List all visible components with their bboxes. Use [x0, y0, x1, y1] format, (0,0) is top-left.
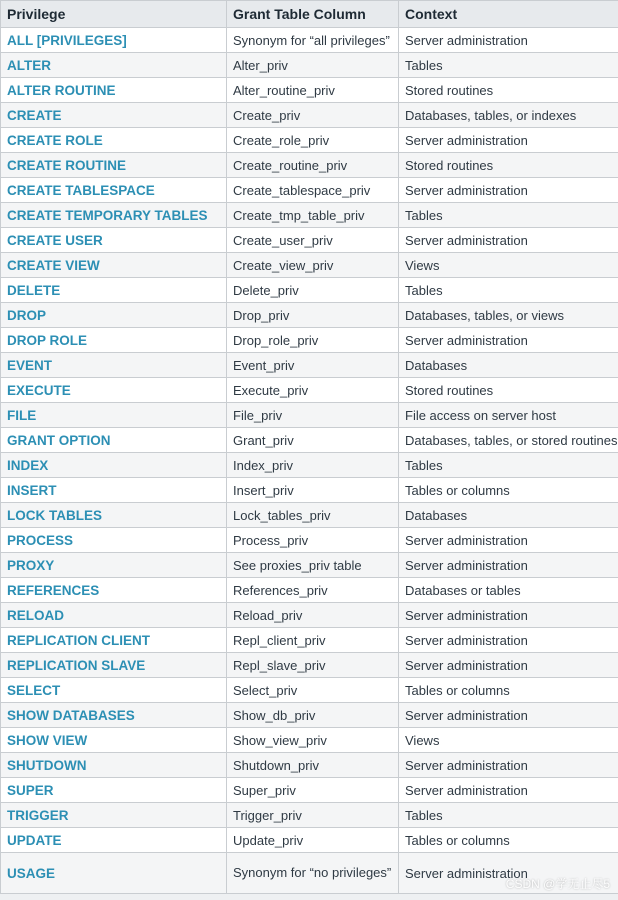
- grant-column-cell: Create_tablespace_priv: [227, 178, 399, 203]
- grant-column-cell: Delete_priv: [227, 278, 399, 303]
- grant-column-cell: Reload_priv: [227, 603, 399, 628]
- privilege-cell: LOCK TABLES: [1, 503, 227, 528]
- table-row: [1, 128, 618, 153]
- table-row: [1, 103, 618, 128]
- privilege-cell: DROP: [1, 303, 227, 328]
- table-row: [1, 578, 618, 603]
- table-row: [1, 678, 618, 703]
- context-cell: Server administration: [399, 178, 618, 203]
- grant-column-cell: Show_db_priv: [227, 703, 399, 728]
- table-row: [1, 53, 618, 78]
- context-cell: Tables or columns: [399, 678, 618, 703]
- table-row: [1, 253, 618, 278]
- table-row: [1, 828, 618, 853]
- grant-column-cell: Synonym for “no privileges”: [227, 853, 399, 894]
- table-row: [1, 28, 618, 53]
- context-cell: Server administration: [399, 853, 618, 894]
- grant-column-cell: Create_user_priv: [227, 228, 399, 253]
- table-header-row: [1, 1, 618, 28]
- grant-column-cell: Trigger_priv: [227, 803, 399, 828]
- privilege-cell: INSERT: [1, 478, 227, 503]
- context-cell: Tables: [399, 278, 618, 303]
- table-row: [1, 553, 618, 578]
- table-row: [1, 628, 618, 653]
- context-cell: Databases: [399, 503, 618, 528]
- privilege-cell: PROXY: [1, 553, 227, 578]
- context-cell: Server administration: [399, 528, 618, 553]
- column-header-context: Context: [399, 1, 618, 28]
- table-row: [1, 428, 618, 453]
- privilege-cell: CREATE TABLESPACE: [1, 178, 227, 203]
- grant-column-cell: Update_priv: [227, 828, 399, 853]
- table-row: [1, 653, 618, 678]
- grant-column-cell: Insert_priv: [227, 478, 399, 503]
- context-cell: Databases or tables: [399, 578, 618, 603]
- grant-column-cell: Create_routine_priv: [227, 153, 399, 178]
- context-cell: Server administration: [399, 553, 618, 578]
- privilege-cell: SHUTDOWN: [1, 753, 227, 778]
- context-cell: Server administration: [399, 28, 618, 53]
- grant-column-cell: Alter_priv: [227, 53, 399, 78]
- grant-column-cell: References_priv: [227, 578, 399, 603]
- grant-column-cell: Create_view_priv: [227, 253, 399, 278]
- table-row: [1, 803, 618, 828]
- context-cell: Server administration: [399, 703, 618, 728]
- context-cell: Server administration: [399, 753, 618, 778]
- privilege-cell: ALTER: [1, 53, 227, 78]
- table-row: [1, 403, 618, 428]
- privilege-cell: CREATE ROUTINE: [1, 153, 227, 178]
- context-cell: Databases, tables, or indexes: [399, 103, 618, 128]
- table-row: [1, 78, 618, 103]
- watermark: CSDN @学无止尽5: [505, 877, 610, 891]
- context-cell: Tables: [399, 203, 618, 228]
- grant-column-cell: Repl_client_priv: [227, 628, 399, 653]
- privilege-cell: GRANT OPTION: [1, 428, 227, 453]
- grant-column-cell: File_priv: [227, 403, 399, 428]
- grant-column-cell: Process_priv: [227, 528, 399, 553]
- context-cell: Server administration: [399, 228, 618, 253]
- privilege-cell: USAGE: [1, 853, 227, 894]
- table-row: [1, 703, 618, 728]
- grant-column-cell: Synonym for “all privileges”: [227, 28, 399, 53]
- grant-column-cell: Execute_priv: [227, 378, 399, 403]
- table-row: [1, 228, 618, 253]
- grant-column-cell: Repl_slave_priv: [227, 653, 399, 678]
- privilege-cell: SHOW VIEW: [1, 728, 227, 753]
- context-cell: Server administration: [399, 603, 618, 628]
- table-row: [1, 378, 618, 403]
- context-cell: Server administration: [399, 328, 618, 353]
- privilege-cell: REPLICATION CLIENT: [1, 628, 227, 653]
- context-cell: Views: [399, 253, 618, 278]
- table-row: [1, 728, 618, 753]
- context-cell: Server administration: [399, 128, 618, 153]
- table-row: [1, 528, 618, 553]
- table-row: [1, 453, 618, 478]
- context-cell: Stored routines: [399, 153, 618, 178]
- context-cell: Tables or columns: [399, 828, 618, 853]
- privilege-cell: CREATE: [1, 103, 227, 128]
- context-cell: Stored routines: [399, 78, 618, 103]
- privilege-cell: EVENT: [1, 353, 227, 378]
- privilege-cell: DROP ROLE: [1, 328, 227, 353]
- privilege-cell: ALTER ROUTINE: [1, 78, 227, 103]
- privilege-cell: SHOW DATABASES: [1, 703, 227, 728]
- grant-column-cell: Show_view_priv: [227, 728, 399, 753]
- context-cell: Tables: [399, 803, 618, 828]
- privilege-cell: RELOAD: [1, 603, 227, 628]
- privilege-cell: REFERENCES: [1, 578, 227, 603]
- privilege-cell: SUPER: [1, 778, 227, 803]
- context-cell: Databases, tables, or stored routines: [399, 428, 618, 453]
- context-cell: Server administration: [399, 778, 618, 803]
- privilege-cell: REPLICATION SLAVE: [1, 653, 227, 678]
- grant-column-cell: Super_priv: [227, 778, 399, 803]
- grant-column-cell: Create_role_priv: [227, 128, 399, 153]
- context-cell: File access on server host: [399, 403, 618, 428]
- privilege-cell: CREATE TEMPORARY TABLES: [1, 203, 227, 228]
- table-row: [1, 303, 618, 328]
- grant-column-cell: Lock_tables_priv: [227, 503, 399, 528]
- grant-column-cell: See proxies_priv table: [227, 553, 399, 578]
- context-cell: Server administration: [399, 653, 618, 678]
- context-cell: Tables or columns: [399, 478, 618, 503]
- column-header-grant-table-column: Grant Table Column: [227, 1, 399, 28]
- context-cell: Server administration: [399, 628, 618, 653]
- table-row: [1, 178, 618, 203]
- privilege-cell: FILE: [1, 403, 227, 428]
- context-cell: Views: [399, 728, 618, 753]
- grant-column-cell: Drop_role_priv: [227, 328, 399, 353]
- privilege-cell: PROCESS: [1, 528, 227, 553]
- context-cell: Tables: [399, 453, 618, 478]
- column-header-privilege: Privilege: [1, 1, 227, 28]
- grant-column-cell: Select_priv: [227, 678, 399, 703]
- privilege-cell: INDEX: [1, 453, 227, 478]
- grant-column-cell: Alter_routine_priv: [227, 78, 399, 103]
- table-row: [1, 478, 618, 503]
- table-row: [1, 153, 618, 178]
- table-row: [1, 503, 618, 528]
- privilege-cell: CREATE VIEW: [1, 253, 227, 278]
- table-row: [1, 353, 618, 378]
- grant-column-cell: Create_priv: [227, 103, 399, 128]
- privilege-cell: UPDATE: [1, 828, 227, 853]
- grant-column-cell: Drop_priv: [227, 303, 399, 328]
- grant-column-cell: Shutdown_priv: [227, 753, 399, 778]
- privilege-cell: SELECT: [1, 678, 227, 703]
- table-row: [1, 278, 618, 303]
- privilege-cell: EXECUTE: [1, 378, 227, 403]
- privilege-cell: TRIGGER: [1, 803, 227, 828]
- context-cell: Databases: [399, 353, 618, 378]
- grant-column-cell: Event_priv: [227, 353, 399, 378]
- grant-column-cell: Create_tmp_table_priv: [227, 203, 399, 228]
- context-cell: Tables: [399, 53, 618, 78]
- privilege-cell: CREATE USER: [1, 228, 227, 253]
- context-cell: Stored routines: [399, 378, 618, 403]
- table-row: [1, 328, 618, 353]
- privilege-cell: DELETE: [1, 278, 227, 303]
- privilege-cell: CREATE ROLE: [1, 128, 227, 153]
- table-row: [1, 603, 618, 628]
- table-row: [1, 753, 618, 778]
- privilege-cell: ALL [PRIVILEGES]: [1, 28, 227, 53]
- grant-column-cell: Grant_priv: [227, 428, 399, 453]
- grant-column-cell: Index_priv: [227, 453, 399, 478]
- table-row: [1, 203, 618, 228]
- table-row: [1, 778, 618, 803]
- context-cell: Databases, tables, or views: [399, 303, 618, 328]
